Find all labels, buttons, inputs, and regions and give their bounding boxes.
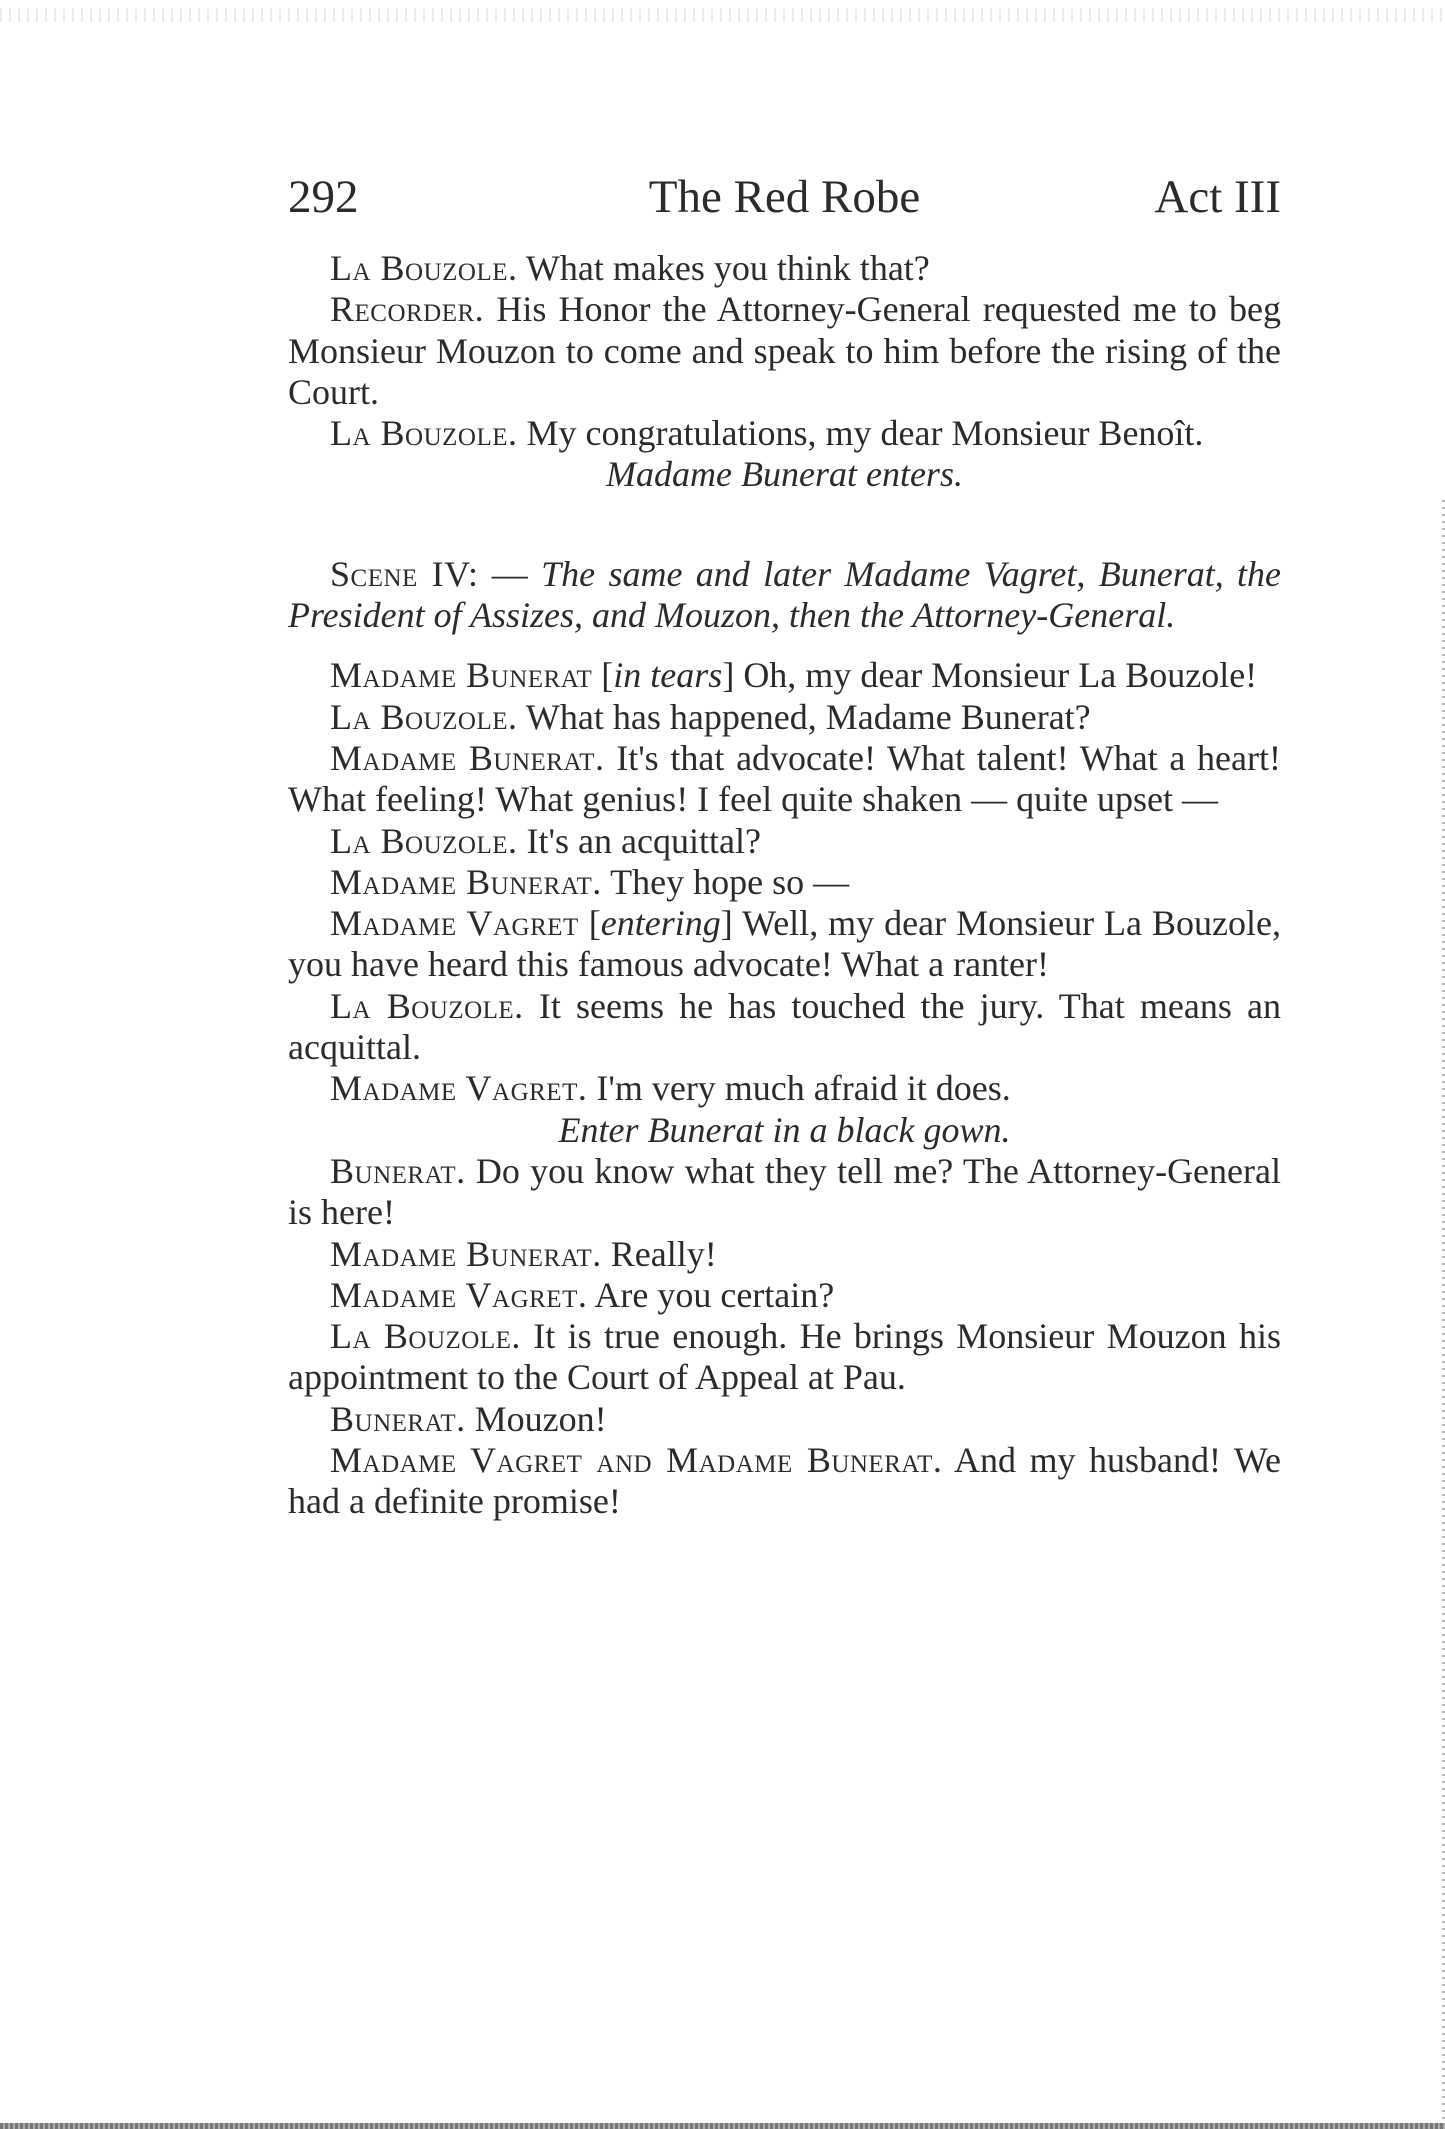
book-title: The Red Robe [648,171,921,223]
dialogue-line [288,413,1281,454]
scan-bottom-edge [0,2123,1445,2129]
stage-note: in tears [613,655,723,696]
dialogue-line [288,1234,1281,1275]
speech-text: Oh, my dear Monsieur La Bouzole! [734,655,1258,696]
stage-direction: Enter Bunerat in a black gown. [558,1109,1011,1150]
speaker-name: Bunerat. [330,1150,466,1191]
speech-text: They hope so — [601,861,850,902]
speech-text: I'm very much afraid it does. [587,1068,1011,1109]
scene-dash: — [478,553,542,594]
speaker-name: La Bouzole. [330,985,524,1026]
speaker-name: La Bouzole. [330,248,518,288]
dialogue-line [288,986,1281,1069]
speech-text: It seems he has touched the jury. That means an acquittal. [288,985,1281,1068]
speech-text: What has happened, Madame Bunerat? [517,696,1091,737]
running-head [288,168,1281,226]
speech-text: Really! [601,1233,717,1274]
speaker-name: Madame Bunerat. [330,861,602,902]
speech-text: It's an acquittal? [517,820,761,861]
speech-text: Well, my dear Monsieur La Bouzole, you have heard this famous advocate! What a ranter! [288,903,1281,985]
speech-text: What makes you think that? [517,248,930,288]
dialogue-line [288,738,1281,821]
dialogue-line: Madame Bunerat [in tears] Oh, my dear Monsieur La Bouzole! [330,655,1258,696]
speaker-name: La Bouzole. [330,820,518,861]
dialogue-line [288,1316,1281,1399]
speech-text: My congratulations, my dear Monsieur Benoît. [517,413,1204,454]
stage-direction: Madame Bunerat enters. [606,454,963,495]
speaker-name: La Bouzole. [330,696,518,737]
speech-text: It's that advocate! What talent! What a heart! What feeling! What genius! I feel quite shaken — quite upset — [288,737,1281,820]
dialogue-line [288,1440,1281,1523]
scan-top-edge [0,8,1445,22]
page-number: 292 [288,171,359,223]
speaker-name: Madame Vagret. [330,1068,588,1109]
speech-text: Are you certain? [587,1274,835,1315]
speaker-name: La Bouzole. [330,1316,521,1357]
speaker-name: Madame Bunerat [330,655,593,696]
dialogue-line [288,1151,1281,1234]
dialogue-line [288,862,1281,903]
speaker-name: La Bouzole. [330,413,518,454]
scene-label: Scene IV: [330,553,479,594]
speech-text: His Honor the Attorney-General requested me to beg Monsieur Mouzon to come and speak to him before the rising of the Court. [288,289,1281,412]
dialogue-line [288,1068,1281,1109]
scene-description: The same and later Madame Vagret, Bunerat, the President of Assizes, and Mouzon, then the Attorney-General. [288,553,1282,636]
act-label: Act III [1154,171,1281,223]
speaker-name: Madame Vagret [330,903,579,944]
dialogue-line [288,1399,1281,1440]
dialogue-line [288,1275,1281,1316]
speaker-name: Madame Vagret. [330,1274,588,1315]
speaker-name: Madame Vagret and Madame Bunerat. [330,1440,943,1481]
book-page [288,168,1281,1523]
stage-note: entering [600,903,721,944]
speech-text: And my husband! We had a definite promise! [288,1440,1281,1522]
speaker-name: Madame Bunerat. [330,1233,602,1274]
speaker-name: Madame Bunerat. [330,737,605,778]
speech-text: Mouzon! [465,1398,607,1439]
speech-text: It is true enough. He brings Monsieur Mouzon his appointment to the Court of Appeal at Pau. [288,1316,1281,1398]
speech-text: Do you know what they tell me? The Attorney-General is here! [288,1150,1281,1233]
dialogue-line [288,248,1281,289]
dialogue-line: Madame Vagret [entering] Well, my dear Monsieur La Bouzole, you have heard this famous advocate! What a ranter! [288,903,1281,985]
speaker-name: Recorder. [330,289,485,330]
scene-heading [288,554,1281,637]
speaker-name: Bunerat. [330,1398,466,1439]
dialogue-line [288,289,1281,413]
dialogue-line [288,697,1281,738]
dialogue-line [288,821,1281,862]
